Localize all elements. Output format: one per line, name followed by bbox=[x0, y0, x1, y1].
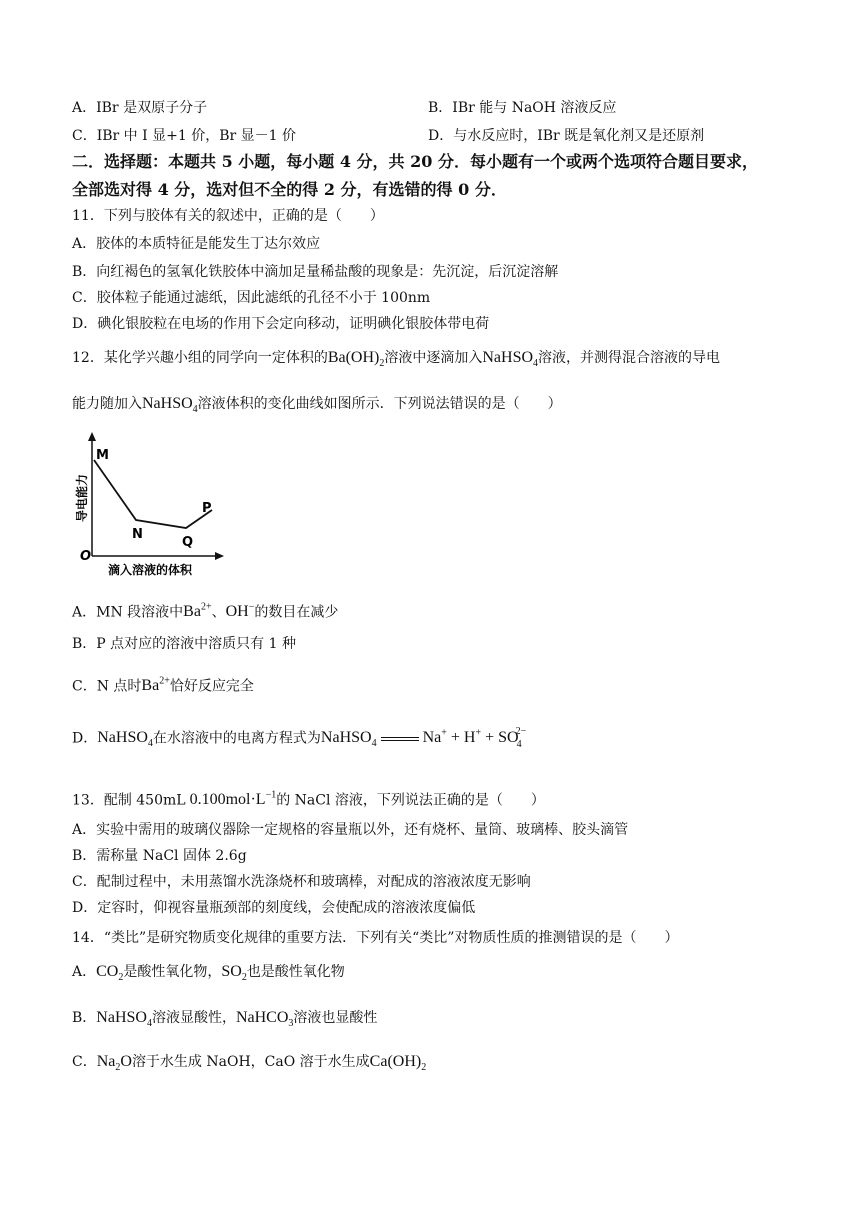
formula-ca-oh2: $Ca(OH)_2$ bbox=[369, 1053, 427, 1074]
q10-option-c: C．IBr 中 I 显+1 价，Br 显－1 价 bbox=[72, 128, 296, 144]
x-axis-label: 滴入溶液的体积 bbox=[108, 563, 193, 577]
q13-option-c: C．配制过程中，未用蒸馏水洗涤烧杯和玻璃棒，对配成的溶液浓度无影响 bbox=[72, 874, 531, 890]
q14-option-b-mid: 溶液显酸性， bbox=[151, 1010, 236, 1026]
formula-nahso4: NaHSO$_4$ bbox=[97, 729, 153, 750]
q14-option-a bbox=[72, 962, 345, 988]
ion-ba2plus: $Ba^{2+}$ bbox=[183, 602, 212, 621]
q12-option-b: B．P 点对应的溶液中溶质只有 1 种 bbox=[72, 636, 296, 652]
formula-co2: $CO_2$ bbox=[96, 963, 124, 984]
x-axis-arrow bbox=[215, 552, 224, 560]
q13-stem-a: 13．配制 450mL bbox=[72, 792, 186, 809]
q12-option-c-text: C．N 点时 bbox=[72, 678, 142, 695]
q13-stem bbox=[72, 786, 545, 810]
q12-option-a-text: A．MN 段溶液中 bbox=[72, 604, 184, 621]
point-q-label: Q bbox=[182, 535, 194, 550]
formula-nahso4: NaHSO$_4$ bbox=[96, 1009, 152, 1030]
ion-oh-minus: OH− bbox=[225, 602, 255, 621]
q12-option-c bbox=[72, 672, 254, 696]
q11-stem: 11．下列与胶体有关的叙述中，正确的是（ ） bbox=[72, 208, 384, 224]
q12-stem1-a: 12．某化学兴趣小组的同学向一定体积的 bbox=[72, 350, 328, 366]
q12-stem2-b: 溶液体积的变化曲线如图所示．下列说法错误的是（ ） bbox=[197, 396, 562, 412]
q14-option-b bbox=[72, 1008, 377, 1034]
section-heading-line1: 二．选择题：本题共 5 小题，每小题 4 分，共 20 分．每小题有一个或两个选项符合题目要求， bbox=[72, 152, 758, 171]
q14-stem: 14．“类比”是研究物质变化规律的重要方法．下列有关“类比”对物质性质的推测错误的是（ ） bbox=[72, 930, 679, 946]
ion-ba2plus: $Ba^{2+}$ bbox=[141, 676, 170, 695]
q14-option-c-text: C． bbox=[72, 1054, 97, 1070]
conductivity-curve bbox=[94, 460, 212, 528]
formula-so2: $SO_2$ bbox=[221, 963, 247, 984]
point-m-label: M bbox=[96, 448, 109, 463]
q14-option-c-mid: 溶于水生成 NaOH，CaO 溶于水生成 bbox=[131, 1054, 370, 1070]
q12-option-d bbox=[72, 724, 526, 755]
q12-option-c-tail: 恰好反应完全 bbox=[169, 678, 254, 695]
q13-option-d: D．定容时，仰视容量瓶颈部的刻度线，会使配成的溶液浓度偏低 bbox=[72, 900, 476, 916]
q14-option-a-mid: 是酸性氧化物， bbox=[123, 964, 222, 980]
q14-option-a-tail: 也是酸性氧化物 bbox=[246, 964, 345, 980]
q12-option-d-text: D． bbox=[72, 730, 98, 747]
q14-option-b-text: B． bbox=[72, 1010, 97, 1026]
q11-option-d: D．碘化银胶粒在电场的作用下会定向移动，证明碘化银胶体带电荷 bbox=[72, 316, 490, 332]
section-heading-line2: 全部选对得 4 分，选对但不全的得 2 分，有选错的得 0 分． bbox=[72, 180, 507, 199]
q13-stem-b: 的 NaCl 溶液，下列说法正确的是（ ） bbox=[276, 792, 545, 809]
q14-option-c bbox=[72, 1052, 426, 1078]
formula-nahco3: NaHCO$_3$ bbox=[235, 1009, 294, 1030]
q14-option-a-text: A． bbox=[72, 964, 97, 980]
q11-option-a: A．胶体的本质特征是能发生丁达尔效应 bbox=[72, 236, 321, 252]
q12-option-a bbox=[72, 598, 338, 622]
formula-nahso4: NaHSO$_4$ bbox=[142, 395, 198, 416]
q12-stem-line2 bbox=[72, 394, 562, 420]
q13-option-a: A．实验中需用的玻璃仪器除一定规格的容量瓶以外，还有烧杯、量筒、玻璃棒、胶头滴管 bbox=[72, 822, 629, 838]
q12-option-d-mid: 在水溶液中的电离方程式为 bbox=[152, 730, 321, 747]
formula-na2o: $Na_2O$ bbox=[96, 1053, 132, 1074]
q12-stem-line1 bbox=[72, 348, 720, 374]
origin-label: O bbox=[80, 549, 92, 564]
q10-option-d: D．与水反应时，IBr 既是氧化剂又是还原剂 bbox=[428, 128, 705, 144]
q14-option-b-tail: 溶液也显酸性 bbox=[293, 1010, 378, 1026]
q12-stem2-a: 能力随加入 bbox=[72, 396, 142, 412]
y-axis-arrow bbox=[88, 432, 96, 441]
q12-option-a-sep: 、 bbox=[211, 604, 226, 621]
point-n-label: N bbox=[132, 527, 143, 542]
conductivity-graph bbox=[72, 428, 232, 580]
y-axis-label: 导电能力 bbox=[75, 473, 89, 522]
formula-nahso4: NaHSO$_4$ bbox=[482, 349, 539, 370]
concentration-value: $0.100mol\cdot L^{-1}$ bbox=[185, 790, 277, 809]
q12-stem1-b: 溶液中逐滴加入 bbox=[384, 350, 483, 366]
q12-stem1-c: 溶液，并测得混合溶液的导电 bbox=[538, 350, 721, 366]
q11-option-b: B．向红褐色的氢氧化铁胶体中滴加足量稀盐酸的现象是：先沉淀，后沉淀溶解 bbox=[72, 264, 559, 280]
q13-option-b: B．需称量 NaCl 固体 2.6g bbox=[72, 848, 247, 864]
q12-option-a-tail: 的数目在减少 bbox=[254, 604, 339, 621]
formula-ba-oh2: $Ba(OH)_2$ bbox=[327, 349, 385, 370]
q11-option-c: C．胶体粒子能通过滤纸，因此滤纸的孔径不小于 100nm bbox=[72, 290, 431, 306]
point-p-label: P bbox=[202, 501, 212, 516]
q10-option-a: A．IBr 是双原子分子 bbox=[72, 100, 208, 116]
ionization-equation: NaHSO$_4$ $Na^+ + H^+ + SO_4^{2-}$ bbox=[320, 726, 527, 750]
q10-option-b: B．IBr 能与 NaOH 溶液反应 bbox=[428, 100, 617, 116]
